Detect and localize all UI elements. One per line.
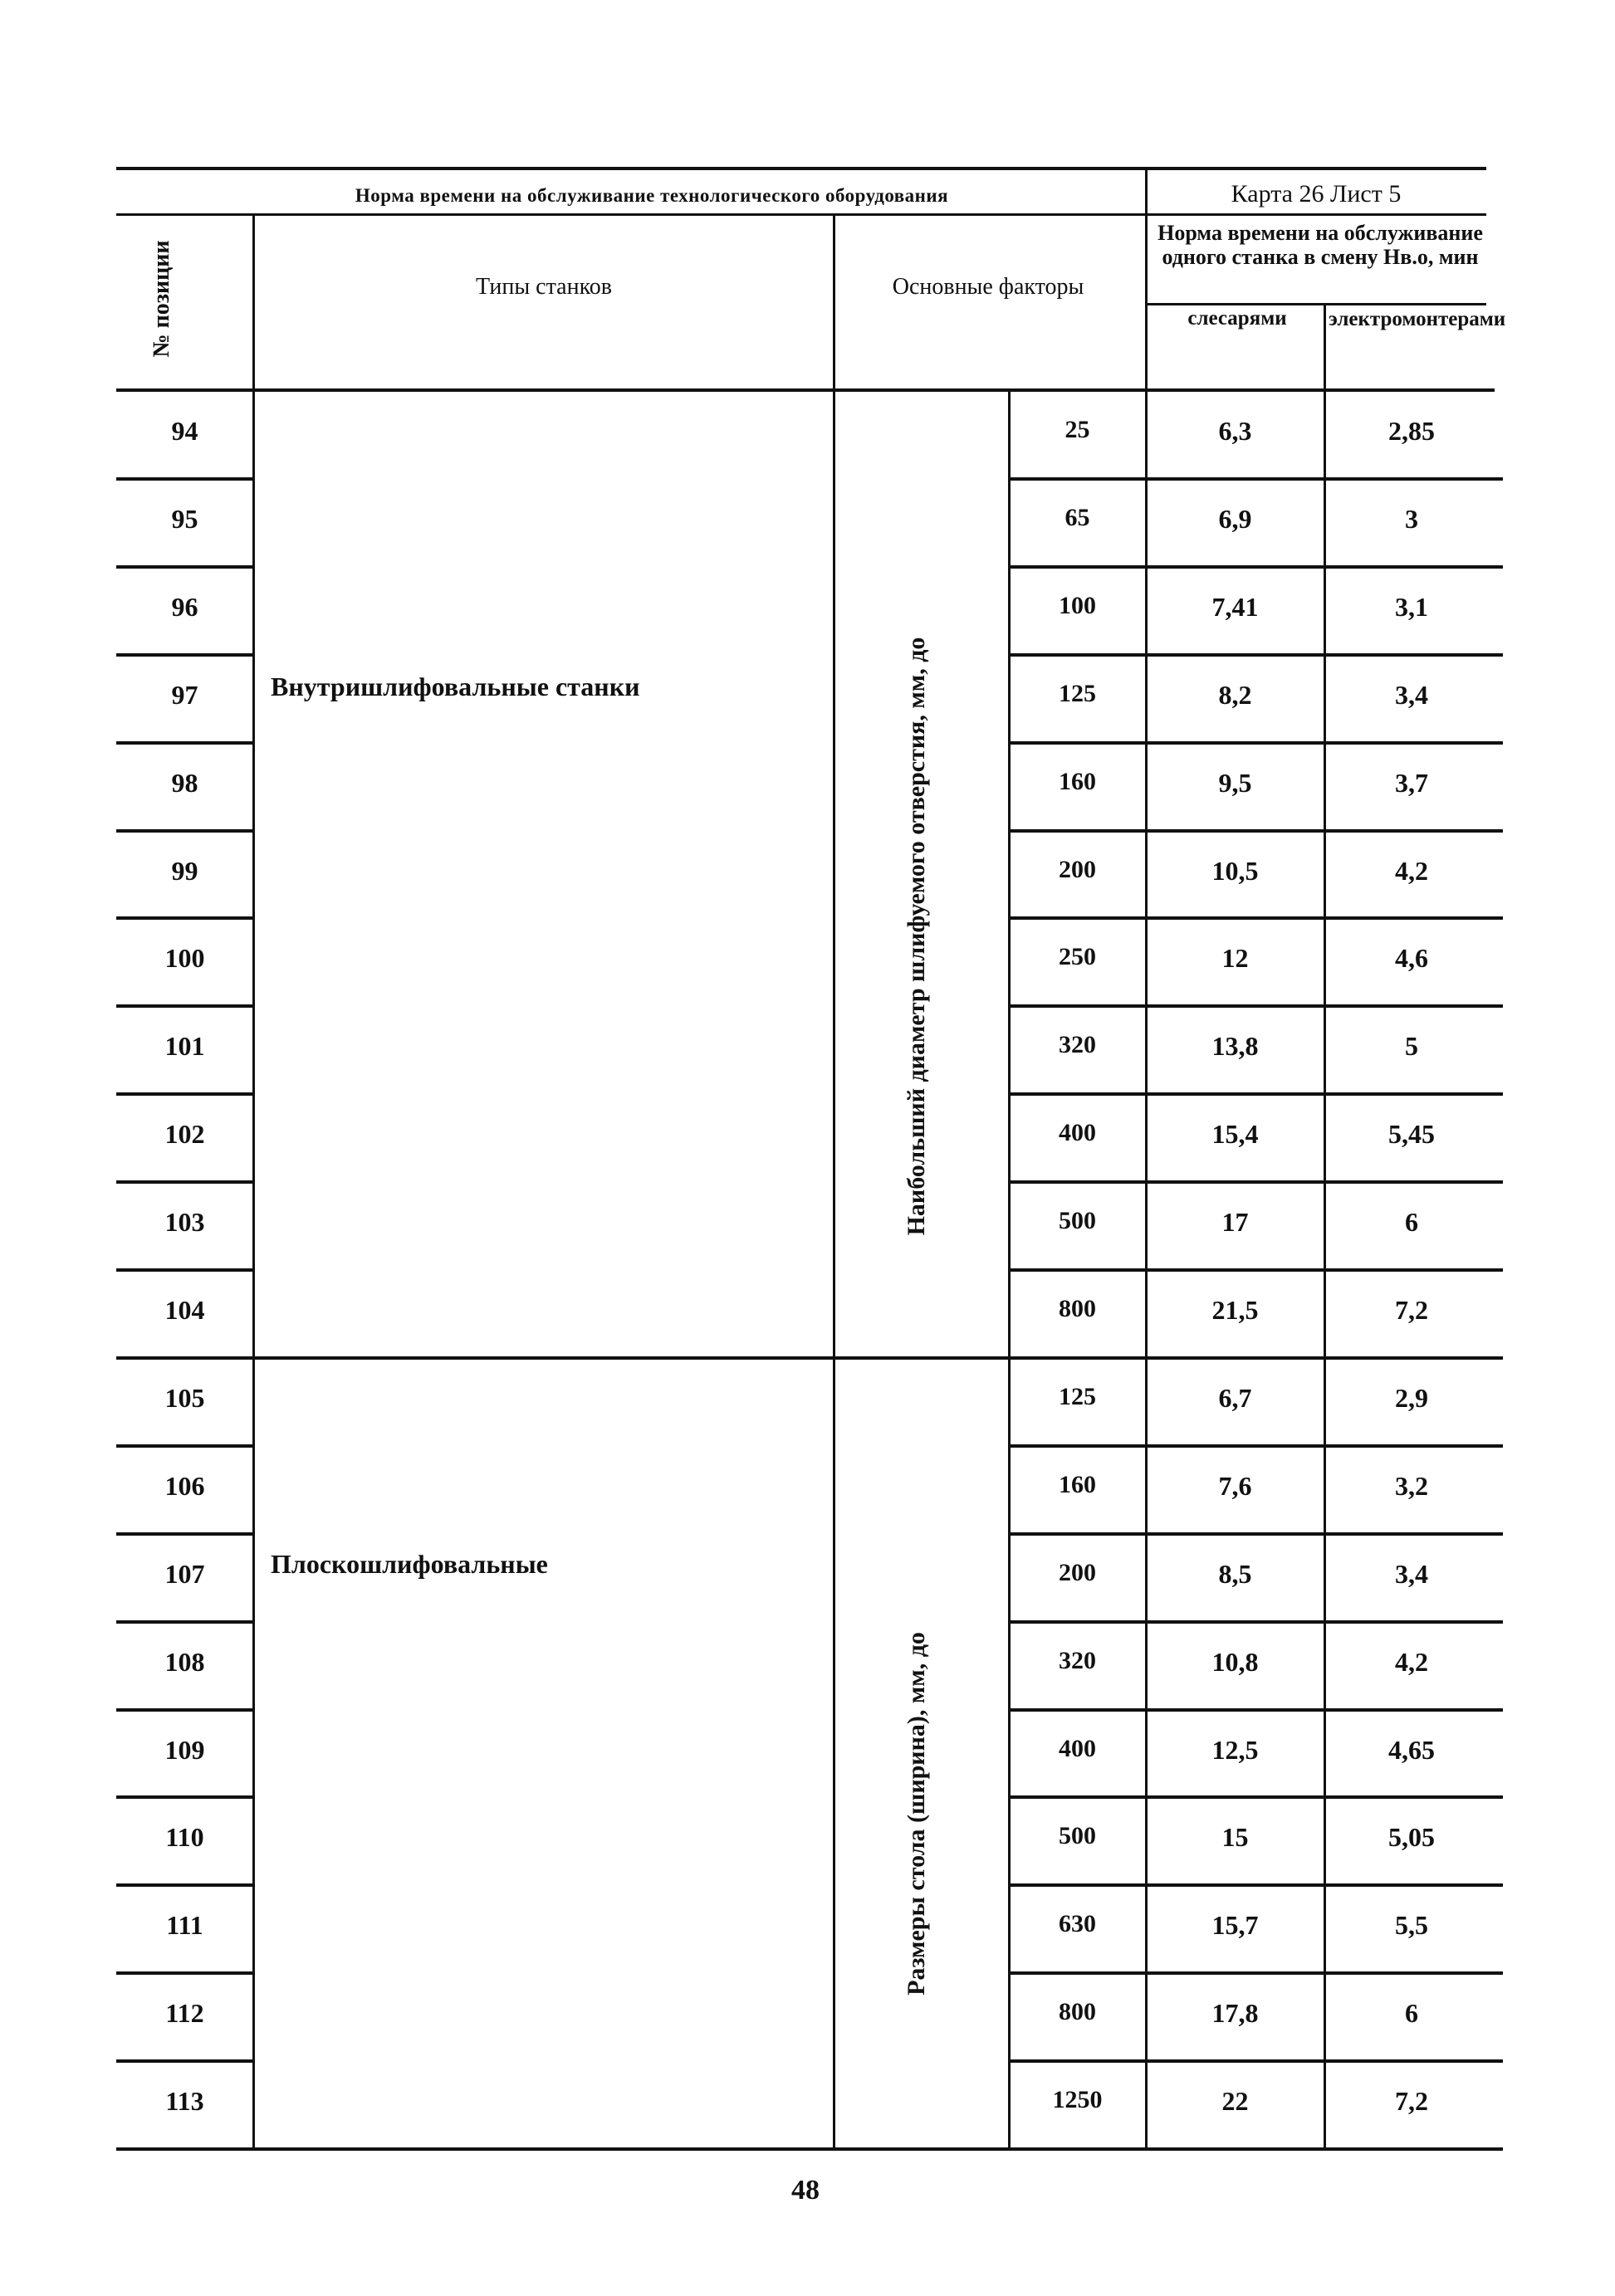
fitters-norm: 17 xyxy=(1221,1207,1249,1238)
electricians-norm: 5 xyxy=(1405,1031,1418,1062)
col-header-fitters: слесарями xyxy=(1187,307,1287,330)
electricians-norm: 7,2 xyxy=(1395,1295,1428,1325)
electricians-norm: 3,4 xyxy=(1395,679,1428,710)
factor-label-bore-diameter: Наибольший диаметр шлифуемого отверстия, мм, до xyxy=(903,637,930,1236)
header-vline-1 xyxy=(252,215,255,389)
fitters-norm: 9,5 xyxy=(1218,767,1252,798)
row-separator-rule xyxy=(1009,653,1503,657)
vline-factor-value xyxy=(1145,391,1148,2149)
row-separator-rule xyxy=(116,1092,253,1096)
row-separator-rule xyxy=(116,1620,253,1624)
col-header-machine-types: Типы станков xyxy=(475,274,612,300)
row-separator-rule xyxy=(1009,1092,1503,1096)
electricians-norm: 5,05 xyxy=(1388,1822,1435,1853)
position-number: 97 xyxy=(171,679,198,710)
row-separator-rule xyxy=(116,477,253,481)
group-separator-rule xyxy=(116,2147,1503,2151)
row-separator-rule xyxy=(116,1532,253,1536)
table-title: Норма времени на обслуживание технологического оборудования xyxy=(355,185,949,206)
norm-header: Норма времени на обслуживание одного станка в смену Нв.о, мин xyxy=(1157,221,1483,269)
position-number: 100 xyxy=(164,943,205,974)
electricians-norm: 3,7 xyxy=(1395,767,1428,798)
factor-value: 125 xyxy=(1059,679,1096,707)
fitters-norm: 8,2 xyxy=(1218,679,1252,710)
row-separator-rule xyxy=(116,1795,253,1799)
position-number: 98 xyxy=(171,767,198,798)
card-sheet-label: Карта 26 Лист 5 xyxy=(1231,180,1402,208)
header-bottom-rule xyxy=(116,388,1495,392)
position-number: 96 xyxy=(171,591,198,622)
group-separator-rule xyxy=(116,1356,1503,1360)
row-separator-rule xyxy=(1009,829,1503,833)
row-separator-rule xyxy=(1009,1795,1503,1799)
row-separator-rule xyxy=(116,2059,253,2063)
row-separator-rule xyxy=(1009,1532,1503,1536)
electricians-norm: 3,4 xyxy=(1395,1558,1428,1589)
position-number: 110 xyxy=(165,1822,204,1853)
row-separator-rule xyxy=(116,1004,253,1008)
row-separator-rule xyxy=(1009,916,1503,920)
vline-fitters xyxy=(1324,391,1326,2149)
fitters-norm: 17,8 xyxy=(1211,1998,1259,2029)
factor-value: 500 xyxy=(1059,1822,1096,1850)
position-number: 105 xyxy=(164,1382,205,1413)
factor-value: 100 xyxy=(1059,591,1096,619)
factor-value: 800 xyxy=(1059,1295,1096,1322)
col-header-factors: Основные факторы xyxy=(892,274,1084,300)
fitters-norm: 6,7 xyxy=(1218,1382,1252,1413)
electricians-norm: 4,2 xyxy=(1395,855,1428,886)
vline-machine-type xyxy=(833,391,835,2149)
fitters-norm: 10,8 xyxy=(1211,1646,1259,1677)
row-separator-rule xyxy=(1009,1004,1503,1008)
row-separator-rule xyxy=(116,829,253,833)
factor-value: 250 xyxy=(1059,943,1096,971)
col-header-electricians: электромонтерами xyxy=(1329,308,1506,330)
factor-value: 320 xyxy=(1059,1646,1096,1674)
position-number: 108 xyxy=(164,1646,205,1677)
row-separator-rule xyxy=(116,1444,253,1448)
vline-factor-label xyxy=(1008,391,1011,2149)
position-number: 109 xyxy=(164,1734,205,1765)
fitters-norm: 15,7 xyxy=(1211,1910,1259,1941)
fitters-norm: 15 xyxy=(1221,1822,1249,1853)
fitters-norm: 6,9 xyxy=(1218,503,1252,534)
position-number: 94 xyxy=(171,416,198,446)
row-separator-rule xyxy=(116,565,253,569)
row-separator-rule xyxy=(116,1180,253,1184)
fitters-norm: 12 xyxy=(1221,943,1249,974)
position-number: 107 xyxy=(164,1558,205,1589)
subheader-rule xyxy=(1146,303,1486,305)
header-vline-4 xyxy=(1324,303,1326,389)
fitters-norm: 21,5 xyxy=(1211,1295,1259,1325)
position-number: 101 xyxy=(164,1031,205,1062)
fitters-norm: 12,5 xyxy=(1211,1734,1259,1765)
factor-value: 800 xyxy=(1059,1998,1096,2026)
factor-label-table-width: Размеры стола (ширина), мм, до xyxy=(903,1632,930,1996)
fitters-norm: 13,8 xyxy=(1211,1031,1259,1062)
fitters-norm: 7,6 xyxy=(1218,1470,1252,1501)
electricians-norm: 5,5 xyxy=(1395,1910,1428,1941)
factor-value: 160 xyxy=(1059,1470,1096,1498)
row-separator-rule xyxy=(1009,1268,1503,1272)
row-separator-rule xyxy=(1009,1620,1503,1624)
electricians-norm: 2,85 xyxy=(1388,416,1435,446)
electricians-norm: 7,2 xyxy=(1395,2086,1428,2117)
position-number: 99 xyxy=(171,855,198,886)
electricians-norm: 4,2 xyxy=(1395,1646,1428,1677)
electricians-norm: 3,1 xyxy=(1395,591,1428,622)
row-separator-rule xyxy=(1009,1708,1503,1712)
header-vline-3 xyxy=(1145,167,1148,389)
position-number: 112 xyxy=(165,1998,204,2029)
factor-value: 1250 xyxy=(1052,2086,1103,2114)
factor-value: 400 xyxy=(1059,1734,1096,1762)
electricians-norm: 5,45 xyxy=(1388,1119,1435,1150)
row-separator-rule xyxy=(116,916,253,920)
factor-value: 160 xyxy=(1059,767,1096,795)
factor-value: 25 xyxy=(1064,416,1090,443)
row-separator-rule xyxy=(1009,1180,1503,1184)
fitters-norm: 15,4 xyxy=(1211,1119,1259,1150)
factor-value: 200 xyxy=(1059,1558,1096,1586)
row-separator-rule xyxy=(1009,477,1503,481)
row-separator-rule xyxy=(1009,741,1503,745)
fitters-norm: 10,5 xyxy=(1211,855,1259,886)
row-separator-rule xyxy=(1009,565,1503,569)
position-number: 106 xyxy=(164,1470,205,1501)
row-separator-rule xyxy=(116,741,253,745)
vline-position xyxy=(252,391,255,2149)
page-number: 48 xyxy=(791,2175,820,2206)
electricians-norm: 3,2 xyxy=(1395,1470,1428,1501)
position-number: 111 xyxy=(166,1910,203,1941)
position-number: 103 xyxy=(164,1207,205,1238)
row-separator-rule xyxy=(116,653,253,657)
factor-value: 400 xyxy=(1059,1119,1096,1147)
factor-value: 500 xyxy=(1059,1207,1096,1235)
factor-value: 200 xyxy=(1059,855,1096,883)
electricians-norm: 3 xyxy=(1405,503,1418,534)
electricians-norm: 4,6 xyxy=(1395,943,1428,974)
electricians-norm: 6 xyxy=(1405,1998,1418,2029)
machine-type-surface-grinding: Плоскошлифовальные xyxy=(271,1549,548,1579)
position-number: 102 xyxy=(164,1119,205,1150)
row-separator-rule xyxy=(1009,1971,1503,1975)
fitters-norm: 8,5 xyxy=(1218,1558,1252,1589)
position-number: 113 xyxy=(165,2086,204,2117)
row-separator-rule xyxy=(116,1708,253,1712)
machine-type-internal-grinding: Внутришлифовальные станки xyxy=(271,672,640,701)
factor-value: 125 xyxy=(1059,1382,1096,1410)
fitters-norm: 6,3 xyxy=(1218,416,1252,446)
factor-value: 65 xyxy=(1064,503,1090,531)
row-separator-rule xyxy=(116,1971,253,1975)
header-rule xyxy=(116,213,1486,216)
factor-value: 630 xyxy=(1059,1910,1096,1938)
row-separator-rule xyxy=(116,1268,253,1272)
row-separator-rule xyxy=(116,1883,253,1887)
row-separator-rule xyxy=(1009,1883,1503,1887)
fitters-norm: 7,41 xyxy=(1211,591,1259,622)
factor-value: 320 xyxy=(1059,1031,1096,1059)
col-header-position: № позиции xyxy=(149,240,174,358)
header-vline-2 xyxy=(833,215,835,389)
electricians-norm: 2,9 xyxy=(1395,1382,1428,1413)
fitters-norm: 22 xyxy=(1221,2086,1249,2117)
top-rule xyxy=(116,167,1486,170)
electricians-norm: 4,65 xyxy=(1388,1734,1435,1765)
position-number: 104 xyxy=(164,1295,205,1325)
row-separator-rule xyxy=(1009,2059,1503,2063)
position-number: 95 xyxy=(171,503,198,534)
row-separator-rule xyxy=(1009,1444,1503,1448)
electricians-norm: 6 xyxy=(1405,1207,1418,1238)
